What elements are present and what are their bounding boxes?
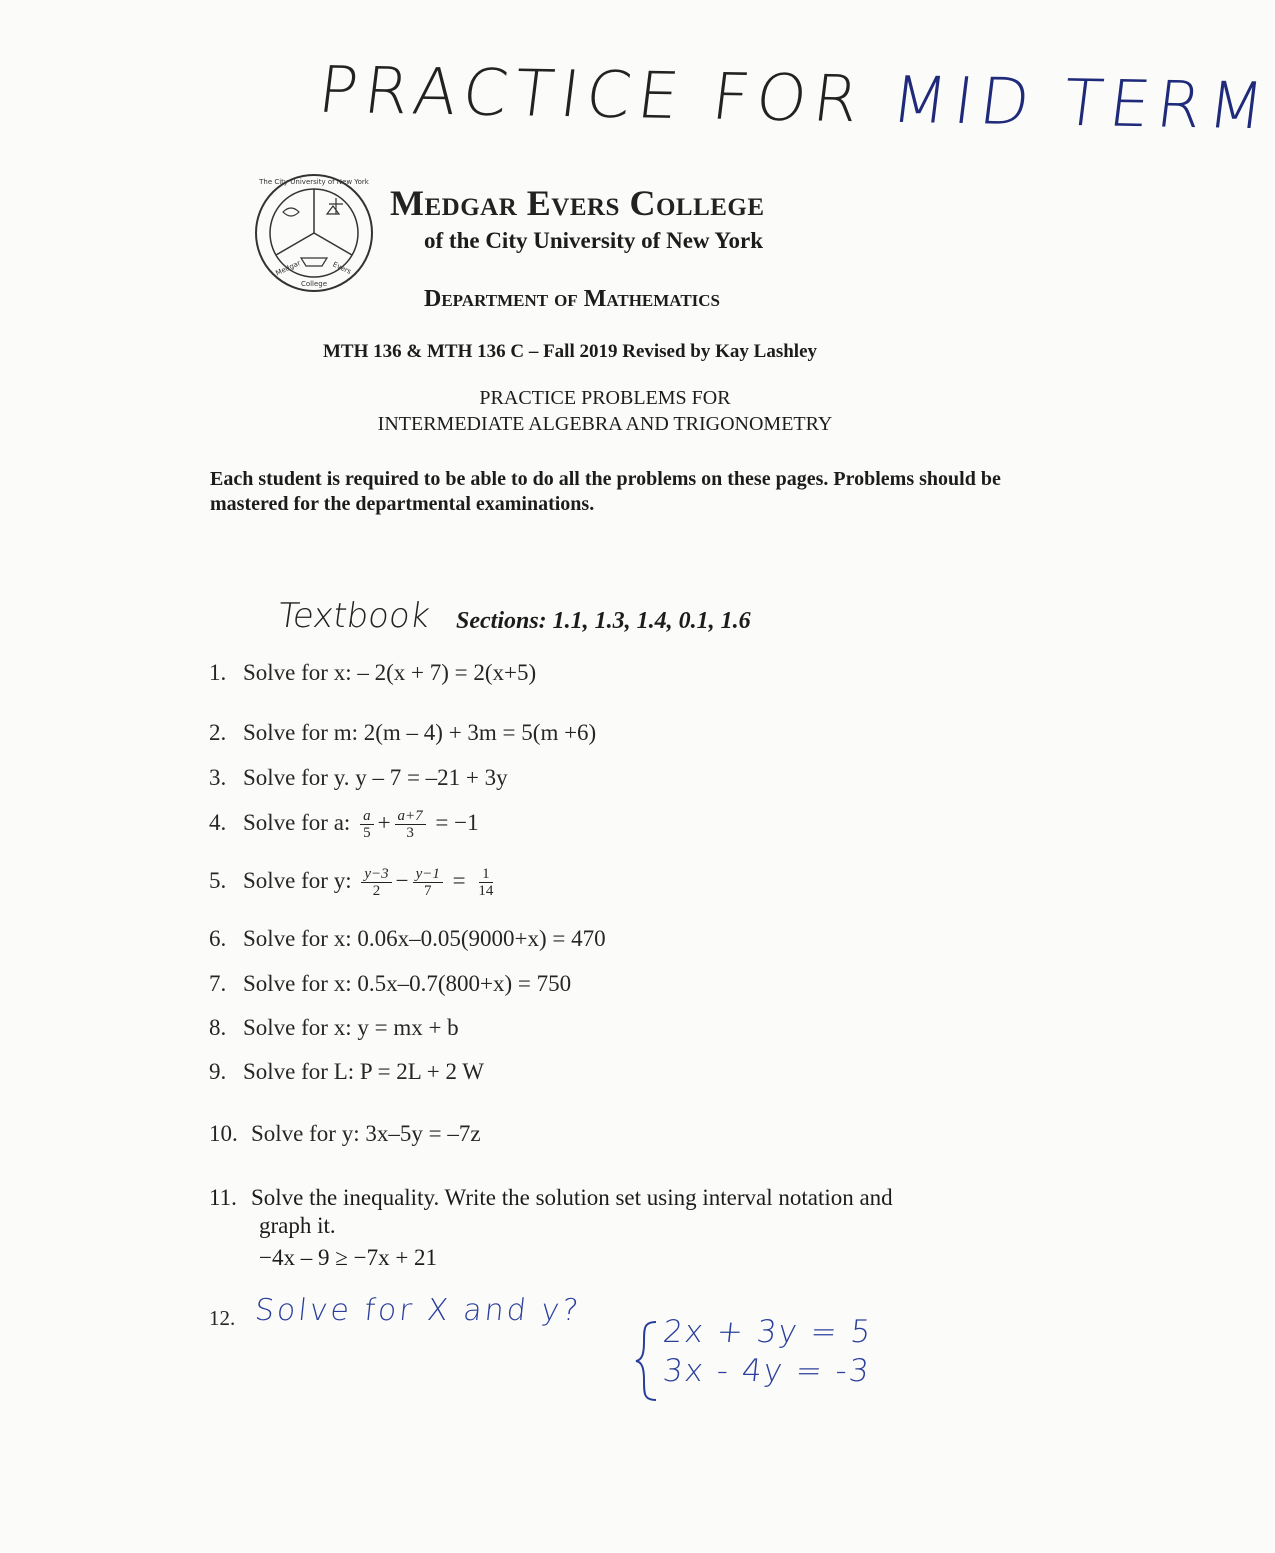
right-hand-side: = −1 — [435, 809, 479, 835]
problem-8 — [209, 1015, 459, 1041]
practice-title-line1: PRACTICE PROBLEMS FOR — [479, 387, 731, 409]
problem-12-number: 12. — [209, 1306, 236, 1330]
problem-2 — [209, 720, 596, 746]
problem-text: Solve for y: 3x–5y = –7z — [251, 1121, 481, 1146]
problem-10 — [209, 1121, 481, 1147]
problem-number: 7. — [209, 971, 227, 996]
numerator: y−1 — [413, 866, 443, 883]
handwritten-title — [314, 54, 1274, 145]
problem-11-line2: graph it. — [259, 1213, 336, 1238]
problem-11 — [209, 1185, 893, 1211]
seal-text-top: The City University of New York — [259, 178, 369, 186]
problem-text: Solve for L: P = 2L + 2 W — [243, 1059, 485, 1084]
problem-number: 10. — [209, 1121, 238, 1146]
course-line: MTH 136 & MTH 136 C – Fall 2019 Revised by Kay Lashley — [323, 341, 817, 362]
problem-text-line1: Solve the inequality. Write the solution set using interval notation and — [251, 1185, 893, 1210]
problem-text: Solve for x: – 2(x + 7) = 2(x+5) — [243, 660, 537, 685]
problem-number: 9. — [209, 1059, 227, 1084]
problem-12-handwritten-text: Solve for X and y? — [253, 1293, 583, 1328]
problem-number: 1. — [209, 660, 227, 685]
handwritten-title-part1: PRACTICE FOR — [314, 53, 897, 138]
denominator: 5 — [363, 825, 371, 841]
denominator: 7 — [424, 883, 432, 899]
problem-text: Solve for x: 0.5x–0.7(800+x) = 750 — [243, 971, 572, 996]
fraction-1 — [361, 866, 391, 899]
fraction-3 — [475, 866, 496, 899]
fraction-2 — [395, 808, 426, 841]
problem-3 — [209, 765, 508, 791]
problem-9 — [209, 1059, 484, 1085]
problem-text: Solve for x: y = mx + b — [243, 1015, 459, 1040]
problem-7 — [209, 971, 571, 997]
handwritten-textbook: Textbook — [275, 596, 433, 636]
seal-text-right: Evers — [331, 260, 353, 276]
problem-number: 5. — [209, 867, 227, 893]
problem-number: 8. — [209, 1015, 227, 1040]
equals: = — [452, 867, 466, 893]
problem-5 — [209, 866, 500, 899]
denominator: 3 — [406, 825, 414, 841]
problem-text: Solve for m: 2(m – 4) + 3m = 5(m +6) — [243, 720, 597, 745]
college-subtitle: of the City University of New York — [424, 228, 763, 253]
denominator: 2 — [372, 883, 381, 899]
numerator: 1 — [479, 866, 493, 883]
problem-1 — [209, 660, 536, 686]
intro-paragraph: Each student is required to be able to do all the problems on these pages. Problems should be mastered for the departmental examinations. — [210, 468, 1001, 515]
department-title: Department of Mathematics — [424, 286, 721, 312]
college-name: Medgar Evers College — [390, 183, 765, 223]
fraction-2 — [413, 866, 443, 899]
sections-heading: Sections: 1.1, 1.3, 1.4, 0.1, 1.6 — [456, 608, 751, 634]
system-brace-icon — [632, 1318, 662, 1404]
problem-4 — [209, 808, 479, 841]
problem-number: 6. — [209, 926, 227, 951]
operator: + — [377, 809, 391, 835]
problem-label: Solve for a: — [243, 809, 351, 835]
problem-text: Solve for y. y – 7 = –21 + 3y — [243, 765, 508, 790]
handwritten-title-part2: MID TERM — [887, 63, 1275, 145]
numerator: y−3 — [361, 866, 391, 883]
seal-text-left: Medgar — [274, 258, 302, 278]
operator: − — [395, 867, 409, 893]
college-seal — [253, 172, 375, 294]
problem-6 — [209, 926, 606, 952]
fraction-1 — [360, 808, 374, 841]
system-equation-2: 3x - 4y = -3 — [661, 1353, 873, 1389]
problem-11-inequality: −4x – 9 ≥ −7x + 21 — [259, 1245, 438, 1270]
problem-label: Solve for y: — [243, 867, 352, 893]
problem-number: 11. — [209, 1185, 237, 1210]
problem-number: 3. — [209, 765, 227, 790]
denominator: 14 — [478, 883, 494, 899]
problem-number: 2. — [209, 720, 227, 745]
problem-text: Solve for x: 0.06x–0.05(9000+x) = 470 — [243, 926, 606, 951]
numerator: a+7 — [395, 808, 426, 825]
problem-number: 4. — [209, 809, 227, 835]
numerator: a — [360, 808, 374, 825]
practice-title-line2: INTERMEDIATE ALGEBRA AND TRIGONOMETRY — [377, 413, 833, 435]
seal-text-bottom: College — [300, 280, 328, 288]
system-equation-1: 2x + 3y = 5 — [661, 1314, 875, 1350]
